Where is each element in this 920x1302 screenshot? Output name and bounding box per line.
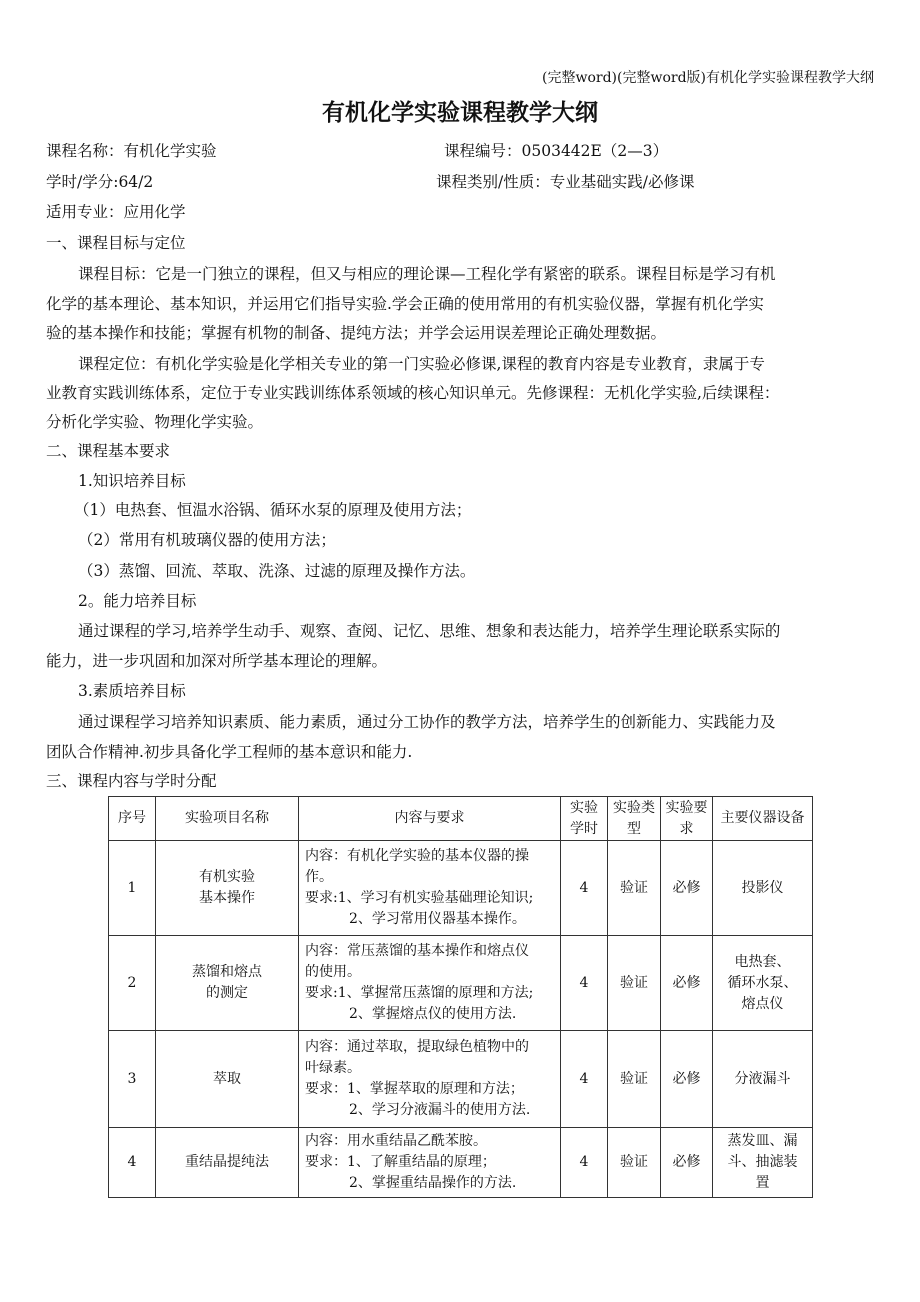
- hours-cell: 4: [561, 841, 608, 936]
- experiment-name: [156, 841, 299, 936]
- equipment-line: 电热套、: [734, 953, 791, 970]
- experiment-name: [156, 1128, 299, 1198]
- requirement-cell: 必修: [661, 1128, 713, 1198]
- requirement-line: 要求：1、掌握萃取的原理和方法；: [305, 1081, 524, 1097]
- name-line: 萃取: [213, 1070, 241, 1087]
- hours-cell: 4: [561, 936, 608, 1031]
- course-hours: 学时/学分:64/2: [46, 173, 154, 191]
- name-line: 基本操作: [199, 890, 255, 906]
- course-name: 课程名称：有机化学实验: [46, 142, 217, 160]
- paragraph-line: 化学的基本理论、基本知识，并运用它们指导实验.学会正确的使用常用的有机实验仪器，掌握有机化学实: [46, 295, 764, 313]
- experiment-name: [156, 1031, 299, 1128]
- type-cell: 验证: [608, 1031, 661, 1128]
- paragraph-line: 课程目标：它是一门独立的课程，但又与相应的理论课—工程化学有紧密的联系。课程目标是学习有机: [78, 265, 776, 283]
- equipment-line: 蒸发皿、漏: [727, 1133, 798, 1149]
- content-line: 叶绿素。: [305, 1060, 361, 1076]
- header-cell: 主要仪器设备: [713, 797, 813, 841]
- content-line: 内容：通过萃取，提取绿色植物中的: [305, 1039, 529, 1055]
- list-item: （1）电热套、恒温水浴锅、循环水泵的原理及使用方法；: [74, 501, 472, 519]
- requirement-line: 要求:1、学习有机实验基础理论知识;: [305, 890, 534, 906]
- section-heading: 三、课程内容与学时分配: [46, 772, 217, 790]
- running-header: (完整word)(完整word版)有机化学实验课程教学大纲: [542, 70, 874, 86]
- list-item: （3）蒸馏、回流、萃取、洗涤、过滤的原理及操作方法。: [78, 562, 476, 580]
- type-cell: 验证: [608, 841, 661, 936]
- subheading: 2。能力培养目标: [78, 592, 197, 610]
- requirement-line: 2、学习常用仪器基本操作。: [349, 911, 526, 927]
- hours-cell: 4: [561, 1128, 608, 1198]
- equipment-line: 循环水泵、: [727, 974, 798, 991]
- course-major: 适用专业：应用化学: [46, 203, 186, 221]
- content-line: 作。: [305, 869, 333, 885]
- subheading: 3.素质培养目标: [78, 682, 186, 700]
- table-row: [109, 1031, 813, 1128]
- experiment-name: [156, 936, 299, 1031]
- requirement-line: 2、学习分液漏斗的使用方法.: [349, 1102, 531, 1118]
- header-cell: 实验类型: [608, 797, 661, 841]
- course-code: 课程编号：0503442E（2—3）: [444, 142, 669, 160]
- table-row: [109, 1128, 813, 1198]
- row-number: 1: [109, 841, 156, 936]
- content-line: 内容：有机化学实验的基本仪器的操: [305, 848, 529, 864]
- requirement-line: 2、掌握重结晶操作的方法.: [349, 1175, 517, 1191]
- content-line: 的使用。: [305, 964, 361, 980]
- paragraph-line: 能力，进一步巩固和加深对所学基本理论的理解。: [46, 652, 388, 670]
- requirement-cell: 必修: [661, 841, 713, 936]
- row-number: 2: [109, 936, 156, 1031]
- equipment-line: 分液漏斗: [734, 1070, 791, 1087]
- type-cell: 验证: [608, 1128, 661, 1198]
- paragraph-line: 通过课程学习培养知识素质、能力素质，通过分工协作的教学方法，培养学生的创新能力、实践能力及: [78, 713, 776, 731]
- requirement-cell: 必修: [661, 936, 713, 1031]
- equipment-line: 投影仪: [741, 879, 784, 896]
- paragraph-line: 业教育实践训练体系，定位于专业实践训练体系领域的核心知识单元。先修课程：无机化学实验,后续课程：: [46, 384, 780, 402]
- content-cell: [299, 936, 561, 1031]
- paragraph-line: 课程定位：有机化学实验是化学相关专业的第一门实验必修课,课程的教育内容是专业教育，隶属于专: [78, 355, 765, 373]
- paragraph-line: 分析化学实验、物理化学实验。: [46, 413, 264, 431]
- header-cell: 实验项目名称: [156, 797, 299, 841]
- content-line: 内容：用水重结晶乙酰苯胺。: [305, 1133, 487, 1149]
- list-item: （2）常用有机玻璃仪器的使用方法；: [78, 531, 336, 549]
- content-cell: [299, 1128, 561, 1198]
- requirement-line: 要求：1、了解重结晶的原理；: [305, 1154, 496, 1170]
- type-cell: 验证: [608, 936, 661, 1031]
- equipment-line: 斗、抽滤装: [727, 1154, 798, 1170]
- row-number: 4: [109, 1128, 156, 1198]
- row-number: 3: [109, 1031, 156, 1128]
- equipment-line: 熔点仪: [741, 995, 784, 1012]
- equipment-line: 置: [755, 1175, 770, 1191]
- section-heading: 二、课程基本要求: [46, 442, 171, 460]
- name-line: 蒸馏和熔点: [192, 964, 262, 980]
- name-line: 的测定: [206, 985, 248, 1001]
- requirement-cell: 必修: [661, 1031, 713, 1128]
- requirement-line: 要求:1、掌握常压蒸馏的原理和方法;: [305, 985, 534, 1001]
- content-cell: [299, 841, 561, 936]
- header-cell: 内容与要求: [299, 797, 561, 841]
- content-cell: [299, 1031, 561, 1128]
- subheading: 1.知识培养目标: [78, 472, 186, 490]
- table-header-row: [109, 797, 813, 841]
- hours-cell: 4: [561, 1031, 608, 1128]
- equipment-cell: [713, 1031, 813, 1128]
- course-type: 课程类别/性质：专业基础实践/必修课: [436, 173, 695, 191]
- header-cell: 实验要求: [661, 797, 713, 841]
- header-cell: 序号: [109, 797, 156, 841]
- paragraph-line: 团队合作精神.初步具备化学工程师的基本意识和能力.: [46, 743, 413, 761]
- equipment-cell: [713, 841, 813, 936]
- table-row: [109, 936, 813, 1031]
- course-content-table: [108, 796, 813, 1198]
- equipment-cell: [713, 1128, 813, 1198]
- section-heading: 一、课程目标与定位: [46, 234, 186, 252]
- page-title: 有机化学实验课程教学大纲: [322, 100, 598, 126]
- requirement-line: 2、掌握熔点仪的使用方法.: [349, 1006, 517, 1022]
- table-row: [109, 841, 813, 936]
- header-cell: 实验学时: [561, 797, 608, 841]
- name-line: 重结晶提纯法: [185, 1154, 269, 1170]
- content-line: 内容：常压蒸馏的基本操作和熔点仪: [305, 943, 529, 959]
- equipment-cell: [713, 936, 813, 1031]
- paragraph-line: 验的基本操作和技能；掌握有机物的制备、提纯方法；并学会运用误差理论正确处理数据。: [46, 324, 667, 342]
- paragraph-line: 通过课程的学习,培养学生动手、观察、查阅、记忆、思维、想象和表达能力，培养学生理论联系实际的: [78, 622, 781, 640]
- name-line: 有机实验: [199, 869, 255, 885]
